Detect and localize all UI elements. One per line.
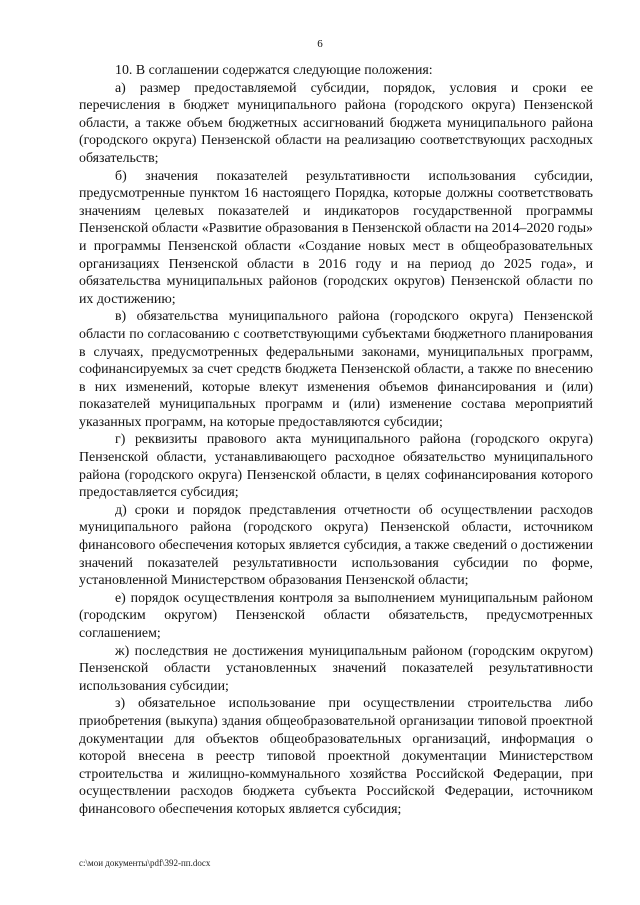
section-heading: 10. В соглашении содержатся следующие положения: [115,63,433,78]
list-item-z: з) обязательное использование при осуществлении строительства либо приобретения (выкупа) здания общеобразовательной организации типовой проектной документации для объектов общеобразовательных организаций, информация о которой внесена в реестр типовой проектной документации Министерством строительства и жилищно-коммунального хозяйства Российской Федерации, при осуществлении расходов бюджета субъекта Российской Федерации, источником финансового обеспечения которых является субсидия; [79,696,593,817]
list-item-v: в) обязательства муниципального района (городского округа) Пензенской области по согласованию с соответствующими субъектами бюджетного планирования в случаях, предусмотренных федеральными законами, муниципальных программ, софинансируемых за счет средств бюджета Пензенской области, а также по внесению в них изменений, которые влекут изменения объемов финансирования и (или) показателей муниципальных программ и (или) изменение состава мероприятий указанных программ, на которые предоставляются субсидии; [79,309,593,430]
list-item-g: г) реквизиты правового акта муниципального района (городского округа) Пензенской области, устанавливающего расходное обязательство муниципального района (городского округа) Пензенской области, в целях софинансирования которого предоставляется субсидия; [79,432,593,501]
list-item-d: д) сроки и порядок представления отчетности об осуществлении расходов муниципального района (городского округа) Пензенской области, источником финансового обеспечения которых является субсидия, а также сведений о достижении значений показателей результативности использования субсидии по форме, установленной Министерством образования Пензенской области; [79,502,593,589]
list-item-e: е) порядок осуществления контроля за выполнением муниципальным районом (городским округом) Пензенской области обязательств, предусмотренных соглашением; [79,590,593,641]
list-item-b: б) значения показателей результативности использования субсидии, предусмотренные пунктом 16 настоящего Порядка, которые должны соответствовать значениям целевых показателей и индикаторов государственной программы Пензенской области «Развитие образования в Пензенской области на 2014–2020 годы» и программы Пензенской области «Создание новых мест в общеобразовательных организациях Пензенской области в 2016 году и на период до 2025 года», и обязательства муниципальных районов (городских округов) Пензенской области по их достижению; [79,168,593,307]
list-item-zh: ж) последствия не достижения муниципальным районом (городским округом) Пензенской области установленных значений показателей результативности использования субсидии; [79,643,593,694]
page-number: 6 [317,38,323,50]
list-item-a: а) размер предоставляемой субсидии, порядок, условия и сроки ее перечисления в бюджет муниципального района (городского округа) Пензенской области, а также объем бюджетных ассигнований бюджета муниципального района (городского округа) Пензенской области на реализацию соответствующих расходных обязательств; [79,80,593,166]
document-body [79,62,593,819]
footer-file-path: c:\мои документы\pdf\392-пп.docx [79,858,211,868]
